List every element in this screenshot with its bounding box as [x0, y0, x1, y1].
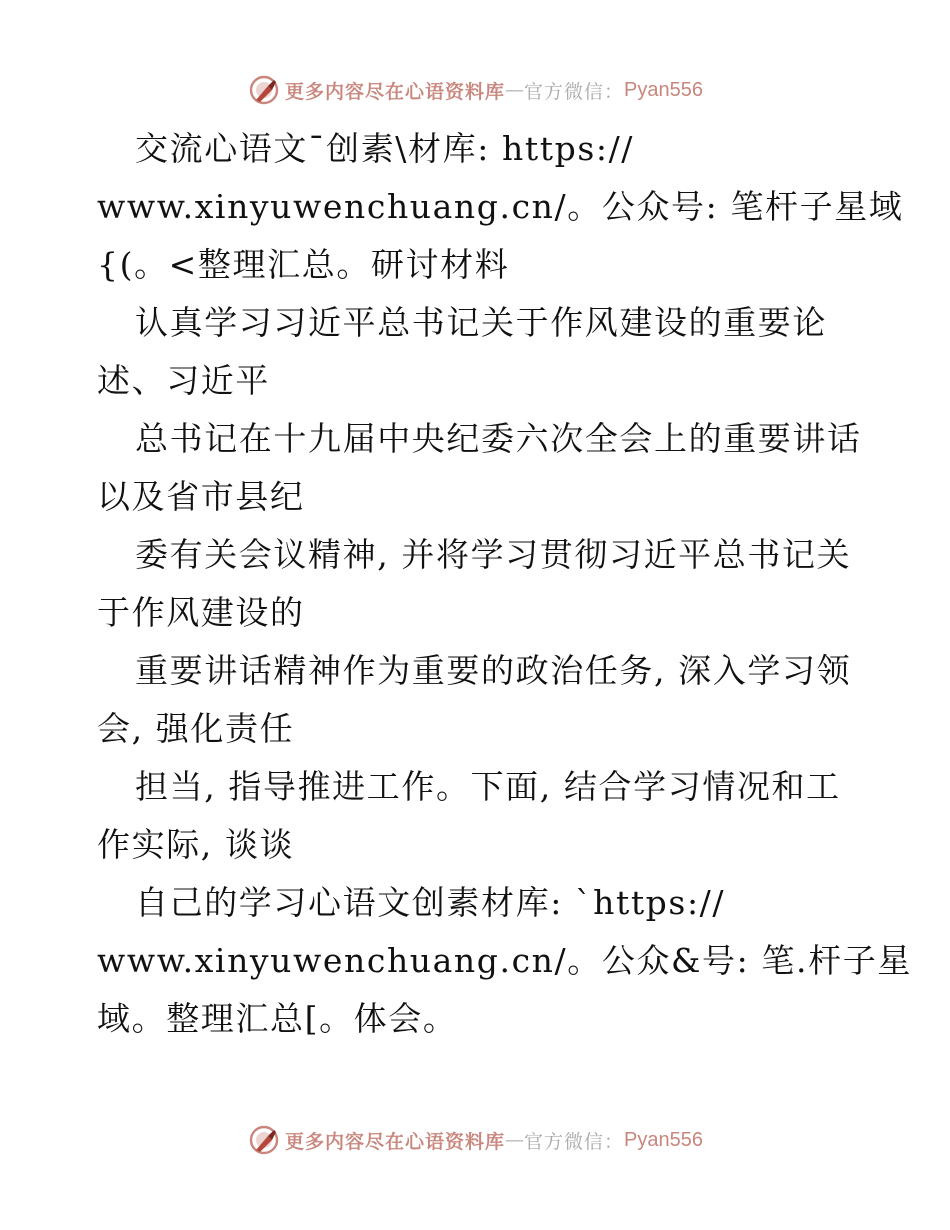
- watermark-wechat-id: Pyan556: [624, 1128, 703, 1151]
- text-line: 总书记在十九届中央纪委六次全会上的重要讲话: [135, 419, 862, 458]
- text-line: 作实际, 谈谈: [97, 825, 295, 864]
- document-body: [97, 120, 912, 1048]
- watermark-dash: —: [505, 79, 525, 101]
- text-line: 于作风建设的: [97, 593, 305, 632]
- text-line: 交流心语文¯创素\材库: https://: [135, 129, 635, 168]
- text-line: 担当, 指导推进工作。下面, 结合学习情况和工: [135, 767, 841, 806]
- text-line: 以及省市县纪: [97, 477, 305, 516]
- watermark-wechat-label: 官方微信：: [524, 1130, 625, 1153]
- text-line: 述、习近平: [97, 361, 270, 400]
- watermark-main-text: 更多内容尽在心语资料库: [285, 1130, 506, 1153]
- text-line: 会, 强化责任: [97, 709, 295, 748]
- pen-nib-logo-icon: [247, 73, 281, 107]
- pen-nib-logo-icon: [247, 1123, 281, 1157]
- text-line: www.xinyuwenchuang.cn/。公众&号: 笔.杆子星: [97, 941, 912, 980]
- watermark-wechat-id: Pyan556: [624, 78, 703, 101]
- text-line: 域。整理汇总[。体会。: [97, 999, 458, 1038]
- text-line: 委有关会议精神, 并将学习贯彻习近平总书记关: [135, 535, 852, 574]
- text-line: {(。<整理汇总。研讨材料: [97, 245, 510, 284]
- header-watermark-banner: [0, 70, 950, 110]
- text-line: 认真学习习近平总书记关于作风建设的重要论: [135, 303, 827, 342]
- footer-watermark-banner: [0, 1120, 950, 1160]
- watermark-wechat-label: 官方微信：: [524, 80, 625, 103]
- text-line: 重要讲话精神作为重要的政治任务, 深入学习领: [135, 651, 852, 690]
- watermark-dash: —: [505, 1129, 525, 1151]
- text-line: www.xinyuwenchuang.cn/。公众号: 笔杆子星域: [97, 187, 904, 226]
- text-line: 自己的学习心语文创素材库: `https://: [135, 883, 726, 922]
- watermark-main-text: 更多内容尽在心语资料库: [285, 80, 506, 103]
